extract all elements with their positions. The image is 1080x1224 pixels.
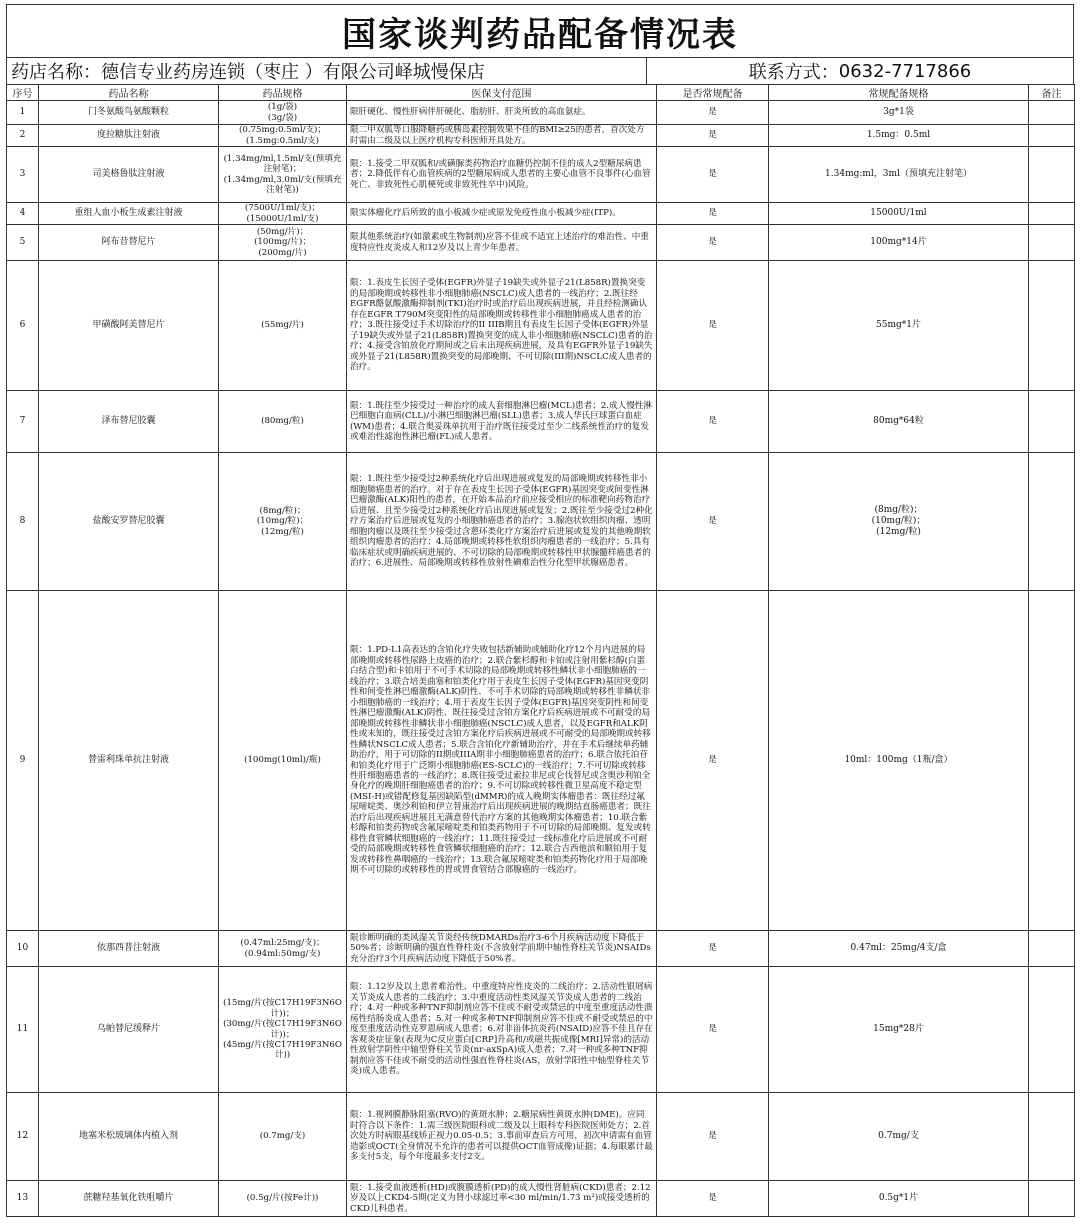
stock-status: 是 <box>657 931 769 967</box>
drug-spec: (7500U/1ml/支)； (15000U/1ml/支) <box>219 203 347 225</box>
remark <box>1029 203 1075 225</box>
drug-spec: (100mg(10ml)/瓶) <box>219 591 347 931</box>
page-title: 国家谈判药品配备情况表 <box>6 4 1074 57</box>
stock-spec: 0.5g*1片 <box>769 1181 1029 1217</box>
table-header-row <box>7 85 1075 101</box>
table-row <box>7 225 1075 261</box>
pharmacy-info <box>7 58 647 84</box>
stock-spec: 0.7mg/支 <box>769 1093 1029 1181</box>
stock-status: 是 <box>657 261 769 391</box>
table-row <box>7 931 1075 967</box>
remark <box>1029 931 1075 967</box>
contact-info <box>647 58 1073 84</box>
insurance-scope: 限其他系统治疗(如激素或生物制剂)应答不佳或不适宜上述治疗的难治性、中重度特应性皮炎成人和12岁及以上青少年患者。 <box>347 225 657 261</box>
stock-spec: 10ml：100mg（1瓶/盒） <box>769 591 1029 931</box>
remark <box>1029 967 1075 1093</box>
drug-spec: (0.47ml:25mg/支)； (0.94ml:50mg/支) <box>219 931 347 967</box>
remark <box>1029 147 1075 203</box>
stock-status: 是 <box>657 391 769 453</box>
drug-name: 司美格鲁肽注射液 <box>39 147 219 203</box>
stock-spec: 3g*1袋 <box>769 101 1029 125</box>
insurance-scope: 限二甲双胍等口服降糖药或胰岛素控制效果不佳的BMI≥25的患者，首次处方时需由二级及以上医疗机构专科医师开具处方。 <box>347 125 657 147</box>
stock-status: 是 <box>657 967 769 1093</box>
drug-spec: (80mg/粒) <box>219 391 347 453</box>
table-row <box>7 147 1075 203</box>
row-number: 11 <box>7 967 39 1093</box>
header-no: 序号 <box>7 85 39 101</box>
row-number: 8 <box>7 453 39 591</box>
header-policy: 医保支付范围 <box>347 85 657 101</box>
stock-status: 是 <box>657 203 769 225</box>
insurance-scope: 限肝硬化、慢性肝病伴肝硬化、脂肪肝、肝炎所致的高血氨症。 <box>347 101 657 125</box>
remark <box>1029 453 1075 591</box>
row-number: 5 <box>7 225 39 261</box>
drug-name: 度拉糖肽注射液 <box>39 125 219 147</box>
drug-name: 替雷利珠单抗注射液 <box>39 591 219 931</box>
drug-spec: (0.75mg:0.5ml/支)； (1.5mg:0.5ml/支) <box>219 125 347 147</box>
drug-spec: (50mg/片)； (100mg/片)； (200mg/片) <box>219 225 347 261</box>
remark <box>1029 591 1075 931</box>
table-row <box>7 101 1075 125</box>
drug-table <box>6 84 1075 1217</box>
row-number: 3 <box>7 147 39 203</box>
stock-spec: 55mg*1片 <box>769 261 1029 391</box>
row-number: 4 <box>7 203 39 225</box>
contact-label: 联系方式： <box>748 62 839 83</box>
table-row <box>7 1093 1075 1181</box>
pharmacy-name: 德信专业药房连锁（枣庄 ）有限公司峄城慢保店 <box>101 62 485 83</box>
contact-phone: 0632-7717866 <box>838 60 972 82</box>
header-stock: 是否常规配备 <box>657 85 769 101</box>
stock-spec: 100mg*14片 <box>769 225 1029 261</box>
table-row <box>7 967 1075 1093</box>
table-row <box>7 591 1075 931</box>
stock-status: 是 <box>657 125 769 147</box>
drug-spec: (8mg/粒)； (10mg/粒)； (12mg/粒) <box>219 453 347 591</box>
drug-spec: (0.5g/片(按Fe计)) <box>219 1181 347 1217</box>
drug-name: 甲磺酸阿美替尼片 <box>39 261 219 391</box>
stock-status: 是 <box>657 101 769 125</box>
insurance-scope: 限：1.视网膜静脉阻塞(RVO)的黄斑水肿；2.糖尿病性黄斑水肿(DME)。应同时符合以下条件：1.需三级医院眼科或二级及以上眼科专科医院医师处方；2.首次处方时病眼基线矫正视力0.05-0.5；3.事前审查后方可用，初次申请需有血管造影或OCT(全身情况不允许的患者可以提供OCT血管成像)证据；4.每眼累计最多支付5支，每个年度最多支付2支。 <box>347 1093 657 1181</box>
row-number: 6 <box>7 261 39 391</box>
drug-spec: (55mg/片) <box>219 261 347 391</box>
table-row <box>7 261 1075 391</box>
stock-status: 是 <box>657 1181 769 1217</box>
insurance-scope: 限：1.接受二甲双胍和/或磺脲类药物治疗血糖仍控制不佳的成人2型糖尿病患者；2.降低伴有心血管疾病的2型糖尿病成人患者的主要心血管不良事件(心血管死亡、非致死性心肌梗死或非致死性卒中)风险。 <box>347 147 657 203</box>
row-number: 7 <box>7 391 39 453</box>
remark <box>1029 101 1075 125</box>
insurance-scope: 限：1.接受血液透析(HD)或腹膜透析(PD)的成人慢性肾脏病(CKD)患者；2.12岁及以上CKD4-5期(定义为肾小球滤过率<30 ml/min/1.73 m²)或接受透析的CKD儿科患者。 <box>347 1181 657 1217</box>
stock-status: 是 <box>657 147 769 203</box>
drug-spec: (0.7mg/支) <box>219 1093 347 1181</box>
insurance-scope: 限诊断明确的类风湿关节炎经传统DMARDs治疗3-6个月疾病活动度下降低于50%者；诊断明确的强直性脊柱炎(不含放射学前期中轴性脊柱关节炎)NSAIDs充分治疗3个月疾病活动度下降低于50%者。 <box>347 931 657 967</box>
pharmacy-label: 药店名称： <box>11 62 101 83</box>
row-number: 2 <box>7 125 39 147</box>
info-bar <box>6 57 1074 84</box>
remark <box>1029 225 1075 261</box>
drug-spec: (15mg/片(按C17H19F3N6O计))； (30mg/片(按C17H19F3N6O计))； (45mg/片(按C17H19F3N6O计)) <box>219 967 347 1093</box>
remark <box>1029 1181 1075 1217</box>
drug-name: 蔗糖羟基氧化铁咀嚼片 <box>39 1181 219 1217</box>
row-number: 1 <box>7 101 39 125</box>
drug-name: 依那西普注射液 <box>39 931 219 967</box>
row-number: 10 <box>7 931 39 967</box>
stock-status: 是 <box>657 225 769 261</box>
drug-table-sheet <box>6 4 1074 1217</box>
insurance-scope: 限：1.12岁及以上患者难治性、中重度特应性皮炎的二线治疗；2.活动性银屑病关节炎成人患者的二线治疗；3.中重度活动性类风湿关节炎成人患者的二线治疗；4.对一种或多种TNF抑制剂应答不佳或不耐受或禁忌的中度至重度活动性溃疡性结肠炎成人患者；5.对一种或多种TNF抑制剂应答不佳或不耐受或禁忌的中度至重度活动性克罗恩病成人患者；6.对非甾体抗炎药(NSAID)应答不佳且存在客观炎症征象(表现为C反应蛋白[CRP]升高和/或磁共振成像[MRI]异常)的活动性放射学阴性中轴型脊柱关节炎(nr-axSpA)成人患者；7.对一种或多种TNF抑制剂应答不佳或不耐受的活动性强直性脊柱炎(AS，放射学阳性中轴型脊柱关节炎)成人患者。 <box>347 967 657 1093</box>
drug-spec: (1.34mg/ml,1.5ml/支(预填充注射笔)； (1.34mg/ml,3.0ml/支(预填充注射笔)) <box>219 147 347 203</box>
header-spec: 药品规格 <box>219 85 347 101</box>
table-row <box>7 453 1075 591</box>
table-row <box>7 391 1075 453</box>
table-row <box>7 1181 1075 1217</box>
header-name: 药品名称 <box>39 85 219 101</box>
stock-status: 是 <box>657 1093 769 1181</box>
stock-spec: 1.34mg:ml，3ml（预填充注射笔） <box>769 147 1029 203</box>
row-number: 12 <box>7 1093 39 1181</box>
drug-name: 盐酸安罗替尼胶囊 <box>39 453 219 591</box>
stock-spec: 80mg*64粒 <box>769 391 1029 453</box>
table-row <box>7 125 1075 147</box>
drug-name: 乌帕替尼缓释片 <box>39 967 219 1093</box>
row-number: 13 <box>7 1181 39 1217</box>
table-row <box>7 203 1075 225</box>
stock-spec: 1.5mg：0.5ml <box>769 125 1029 147</box>
remark <box>1029 1093 1075 1181</box>
stock-status: 是 <box>657 591 769 931</box>
stock-spec: 0.47ml：25mg/4支/盒 <box>769 931 1029 967</box>
drug-name: 门冬氨酸鸟氨酸颗粒 <box>39 101 219 125</box>
remark <box>1029 391 1075 453</box>
insurance-scope: 限：1.既往至少接受过2种系统化疗后出现进展或复发的局部晚期或转移性非小细胞肺癌患者的治疗。对于存在表皮生长因子受体(EGFR)基因突变或间变性淋巴瘤激酶(ALK)阳性的患者，在开始本品治疗前应接受相应的标准靶向药物治疗后进展、且至少接受过2种系统化疗后出现进展或复发；2.既往至少接受过2种化疗方案治疗后进展或复发的小细胞肺癌患者的治疗；3.腺泡状软组织肉瘤、透明细胞肉瘤以及既往至少接受过含蒽环类化疗方案治疗后进展或复发的其他晚期软组织肉瘤患者的治疗；4.局部晚期或转移性软组织肉瘤患者的一线治疗；5.具有临床症状或明确疾病进展的、不可切除的局部晚期或转移性甲状腺髓样癌患者的治疗；6.进展性、局部晚期或转移性放射性碘难治性分化型甲状腺癌患者。 <box>347 453 657 591</box>
stock-spec: (8mg/粒)； (10mg/粒)； (12mg/粒) <box>769 453 1029 591</box>
drug-name: 地塞米松玻璃体内植入剂 <box>39 1093 219 1181</box>
stock-status: 是 <box>657 453 769 591</box>
insurance-scope: 限：1.PD-L1高表达的含铂化疗失败包括新辅助或辅助化疗12个月内进展的局部晚期或转移性尿路上皮癌的治疗；2.联合紫杉醇和卡铂或注射用紫杉醇(白蛋白结合型)和卡铂用于不可手术切除的局部晚期或转移性鳞状非小细胞肺癌的一线治疗；3.联合培美曲塞和铂类化疗用于表皮生长因子受体(EGFR)基因突变阴性和间变性淋巴瘤激酶(ALK)阴性、不可手术切除的局部晚期或转移性非鳞状非小细胞肺癌的一线治疗；4.用于表皮生长因子受体(EGFR)基因突变阴性和间变性淋巴瘤激酶(ALK)阴性、既往接受过含铂方案化疗后疾病进展或不可耐受的局部晚期或转移性非鳞状非小细胞肺癌(NSCLC)成人患者，以及EGFR和ALK阴性或未知的，既往接受过含铂方案化疗后疾病进展或不可耐受的局部晚期或转移性鳞状NSCLC成人患者；5.联合含铂化疗新辅助治疗，并在手术后继续单药辅助治疗，用于可切除的II期或IIIA期非小细胞肺癌患者的治疗；6.联合依托泊苷和铂类化疗用于广泛期小细胞肺癌(ES-SCLC)的一线治疗；7.不可切除或转移性肝细胞癌患者的一线治疗；8.既往接受过索拉非尼或仑伐替尼或含奥沙利铂全身化疗的晚期肝细胞癌患者的治疗；9.不可切除或转移性微卫星高度不稳定型(MSI-H)或错配修复基因缺陷型(dMMR)的成人晚期实体瘤患者：既往经过氟尿嘧啶类、奥沙利铂和伊立替康治疗后出现疾病进展的晚期结直肠癌患者；既往治疗后出现疾病进展且无满意替代治疗方案的其他晚期实体瘤患者；10.联合紫杉醇和铂类药物或含氟尿嘧啶类和铂类药物用于不可切除的局部晚期、复发或转移性食管鳞状细胞癌的一线治疗；11.既往接受过一线标准化疗后进展或不可耐受的局部晚期或转移性食管鳞状细胞癌的治疗；12.联合吉西他滨和顺铂用于复发或转移性鼻咽癌的一线治疗；13.联合氟尿嘧啶类和铂类药物化疗用于局部晚期不可切除的或转移性的胃或胃食管结合部腺癌的一线治疗。 <box>347 591 657 931</box>
drug-name: 阿布昔替尼片 <box>39 225 219 261</box>
header-pack: 常规配备规格 <box>769 85 1029 101</box>
drug-spec: (1g/袋) (3g/袋) <box>219 101 347 125</box>
insurance-scope: 限：1.表皮生长因子受体(EGFR)外显子19缺失或外显子21(L858R)置换突变的局部晚期或转移性非小细胞肺癌(NSCLC)成人患者的一线治疗；2.既往经EGFR酪氨酸激酶抑制剂(TKI)治疗时或治疗后出现疾病进展，并且经检测确认存在EGFR T790M突变阳性的局部晚期或转移性非小细胞肺癌成人患者的治疗；3.既往接受过手术切除治疗的II IIIB期且有表皮生长因子受体(EGFR)外显子19缺失或外显子21(L858R)置换突变的成人非小细胞肺癌(NSCLC)患者的治疗；4.接受含铂放化疗期间或之后未出现疾病进展，及具有EGFR外显子19缺失或外显子21(L858R)置换突变的局部晚期、不可切除(III期)NSCLC成人患者的治疗。 <box>347 261 657 391</box>
stock-spec: 15000U/1ml <box>769 203 1029 225</box>
drug-name: 重组人血小板生成素注射液 <box>39 203 219 225</box>
header-note: 备注 <box>1029 85 1075 101</box>
insurance-scope: 限：1.既往至少接受过一种治疗的成人套细胞淋巴瘤(MCL)患者；2.成人慢性淋巴细胞白血病(CLL)/小淋巴细胞淋巴瘤(SLL)患者；3.成人华氏巨球蛋白血症(WM)患者；4.联合奥妥珠单抗用于治疗既往接受过至少二线系统性治疗的复发或难治性滤泡性淋巴瘤(FL)成人患者。 <box>347 391 657 453</box>
insurance-scope: 限实体瘤化疗后所致的血小板减少症或原发免疫性血小板减少症(ITP)。 <box>347 203 657 225</box>
remark <box>1029 261 1075 391</box>
remark <box>1029 125 1075 147</box>
drug-name: 泽布替尼胶囊 <box>39 391 219 453</box>
stock-spec: 15mg*28片 <box>769 967 1029 1093</box>
row-number: 9 <box>7 591 39 931</box>
